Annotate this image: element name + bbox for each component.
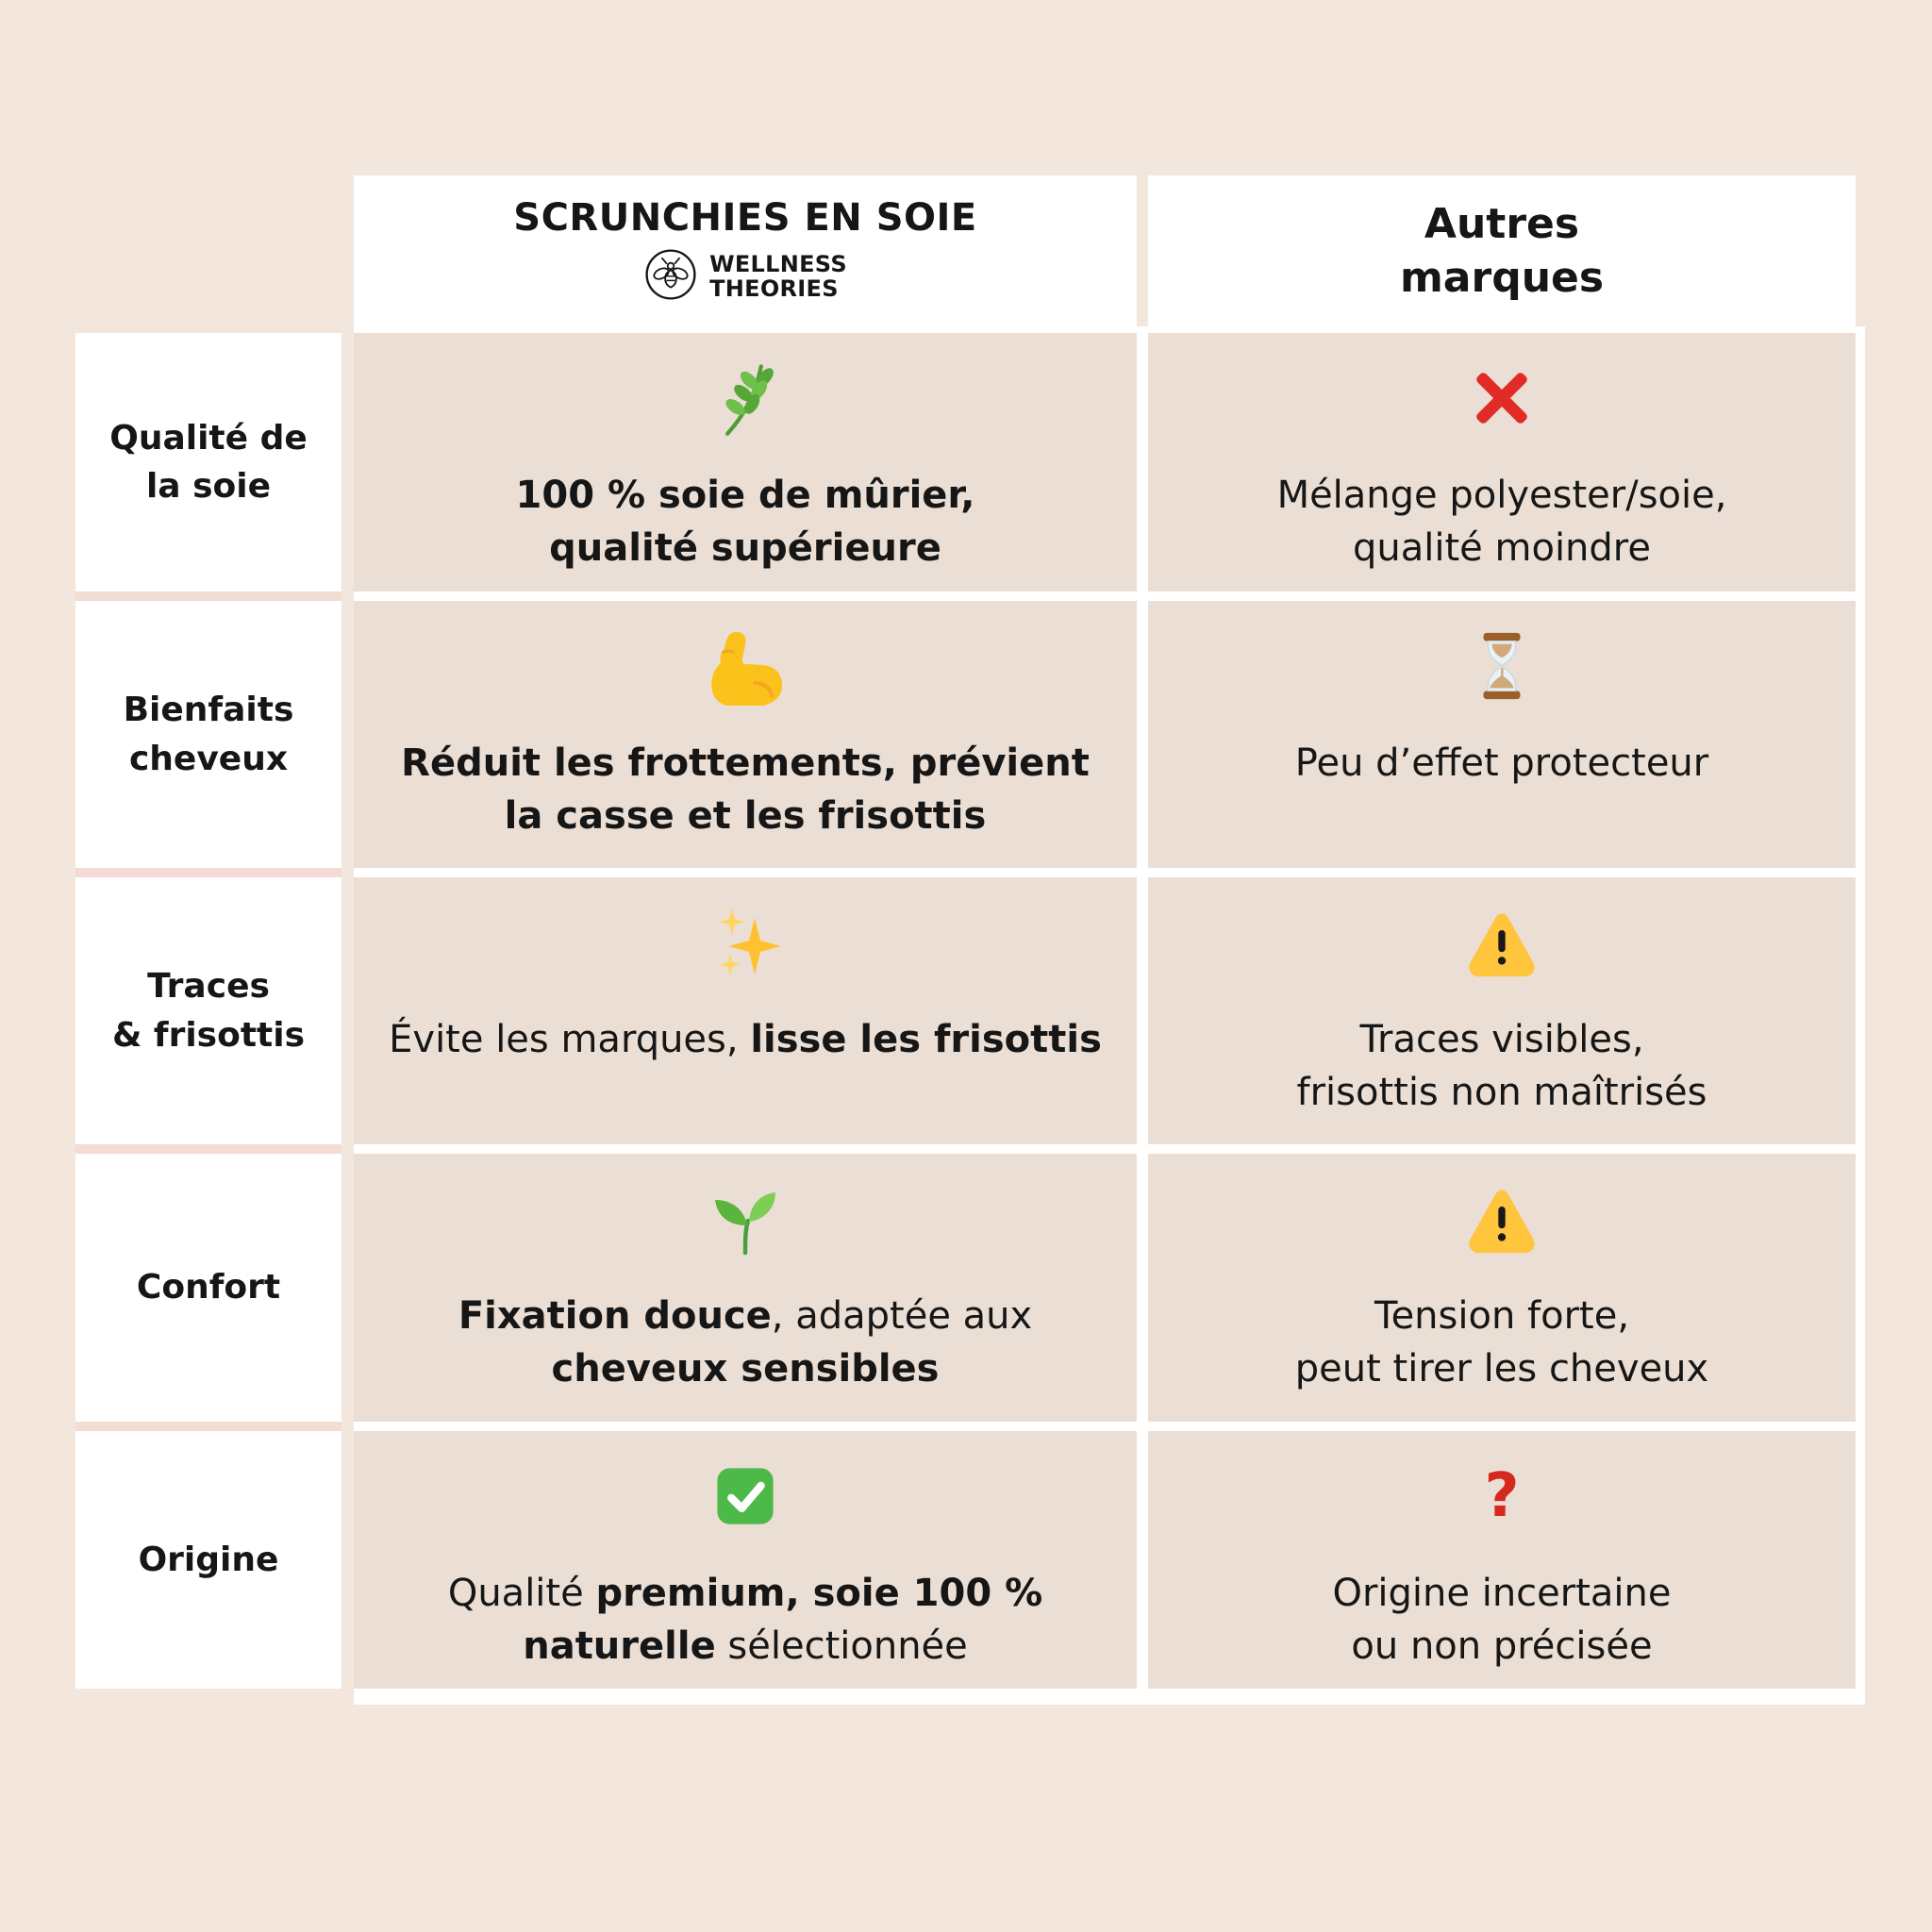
others-title-line1: Autres <box>1424 199 1580 248</box>
row-label-column <box>75 333 341 1689</box>
text-segment: Évite les marques, <box>389 1018 751 1061</box>
label-line: Traces <box>147 967 270 1007</box>
cell-origine-others <box>1148 1431 1856 1689</box>
label-line: Origine <box>138 1540 279 1579</box>
cell-qualite-others <box>1148 333 1856 591</box>
brand-row <box>643 247 847 306</box>
product-title: SCRUNCHIES EN SOIE <box>513 196 977 240</box>
bee-logo-icon <box>643 247 698 306</box>
text-segment: Qualité <box>447 1572 596 1615</box>
cell-text <box>1297 1013 1707 1119</box>
text-segment: Peu d’effet protecteur <box>1294 741 1709 785</box>
row-label-confort <box>75 1154 341 1422</box>
comparison-table-body <box>354 326 1865 1705</box>
herb-icon <box>706 358 785 439</box>
cell-text <box>448 1567 1042 1673</box>
brand-name-line2: THEORIES <box>709 275 839 302</box>
row-label-qualite-soie <box>75 333 341 591</box>
hourglass-icon <box>1465 625 1539 707</box>
others-title-line2: marques <box>1399 254 1605 302</box>
cell-qualite-product <box>354 333 1137 591</box>
cell-text <box>516 469 975 575</box>
row-label-bienfaits-cheveux <box>75 601 341 868</box>
label-line: & frisottis <box>111 1015 306 1055</box>
cell-text <box>458 1290 1032 1395</box>
flexed-biceps-icon <box>706 625 785 707</box>
label-line: Confort <box>136 1268 281 1307</box>
cell-bienfaits-product <box>354 601 1137 868</box>
text-segment: la casse et les frisottis <box>504 794 987 838</box>
text-segment: sélectionnée <box>715 1624 968 1668</box>
brand-name-line1: WELLNESS <box>709 250 847 277</box>
text-segment: peut tirer les cheveux <box>1294 1347 1709 1391</box>
text-segment: premium, soie 100 % <box>595 1572 1043 1615</box>
text-segment: Tension forte, <box>1374 1294 1630 1338</box>
row-label-traces-frisottis <box>75 877 341 1144</box>
cell-text <box>1277 469 1727 575</box>
cell-traces-product <box>354 877 1137 1144</box>
cell-text <box>1295 737 1708 790</box>
label-line: Bienfaits <box>123 691 294 730</box>
cell-text <box>1332 1567 1671 1673</box>
cell-text <box>1295 1290 1708 1395</box>
label-line: cheveux <box>128 739 289 778</box>
label-line: la soie <box>145 467 272 506</box>
text-segment: , adaptée aux <box>771 1294 1033 1338</box>
warning-icon <box>1467 1178 1537 1259</box>
seedling-icon <box>708 1178 783 1259</box>
warning-icon <box>1467 902 1537 983</box>
cell-origine-product <box>354 1431 1137 1689</box>
header-cell-product <box>354 175 1137 326</box>
text-segment: Fixation douce <box>458 1294 772 1338</box>
cell-bienfaits-others <box>1148 601 1856 868</box>
header-cell-others <box>1148 175 1856 326</box>
text-segment: Réduit les frottements, prévient <box>401 741 1090 785</box>
text-segment: Mélange polyester/soie, <box>1276 474 1727 517</box>
text-segment: Origine incertaine <box>1332 1572 1672 1615</box>
text-segment: naturelle <box>523 1624 716 1668</box>
text-segment: 100 % soie de mûrier, <box>515 474 975 517</box>
cross-mark-icon <box>1468 358 1536 439</box>
check-mark-button-icon <box>710 1456 780 1537</box>
text-segment: frisottis non maîtrisés <box>1296 1071 1707 1114</box>
cell-confort-product <box>354 1154 1137 1422</box>
text-segment: Traces visibles, <box>1359 1018 1644 1061</box>
label-line: Qualité de <box>109 418 308 458</box>
red-question-icon <box>1484 1456 1519 1537</box>
text-segment: qualité moindre <box>1353 526 1651 570</box>
question-glyph: ? <box>1484 1461 1520 1531</box>
sparkles-icon <box>708 902 783 983</box>
brand-name <box>709 252 847 302</box>
cell-text <box>389 1013 1102 1066</box>
row-label-origine <box>75 1431 341 1689</box>
cell-traces-others <box>1148 877 1856 1144</box>
cell-text <box>401 737 1090 842</box>
text-segment: ou non précisée <box>1351 1624 1653 1668</box>
text-segment: lisse les frisottis <box>750 1018 1102 1061</box>
text-segment: qualité supérieure <box>549 526 941 570</box>
cell-confort-others <box>1148 1154 1856 1422</box>
text-segment: cheveux sensibles <box>551 1347 940 1391</box>
